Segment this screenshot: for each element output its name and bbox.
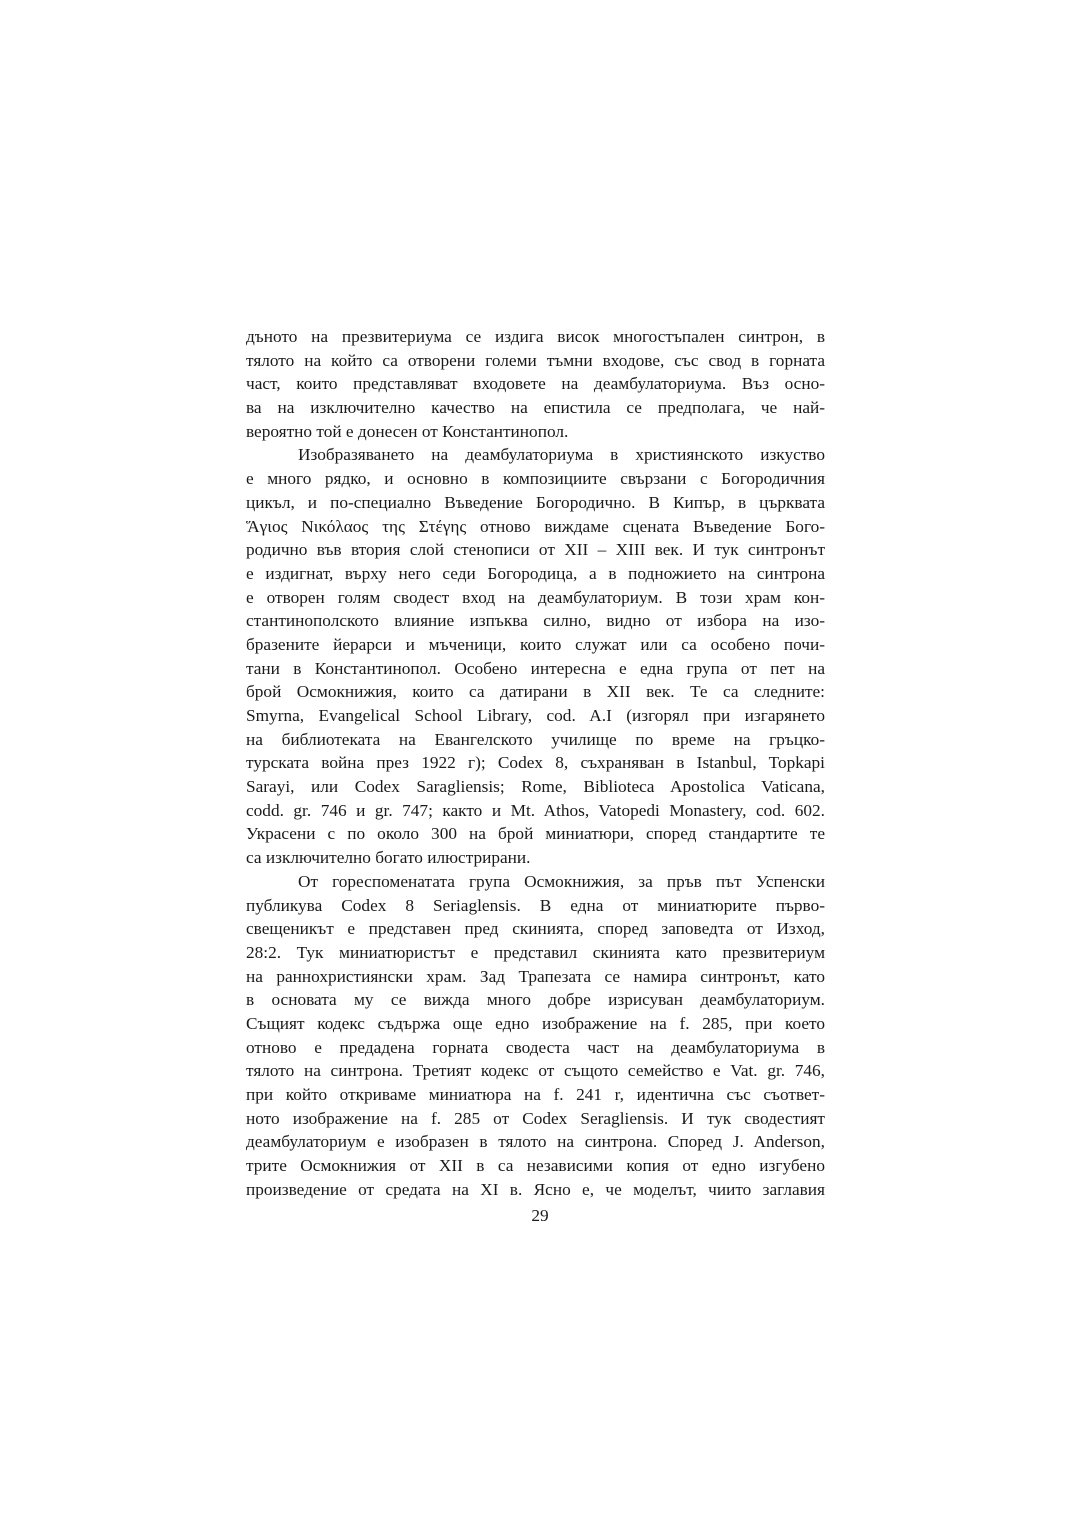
text-line: тани в Константинопол. Особено интересна е една група от пет на	[246, 658, 825, 678]
text-line: е отворен голям сводест вход на деамбулаториум. В този храм кон-	[246, 587, 825, 607]
text-line: свещеникът е представен пред скинията, според заповедта от Изход,	[246, 919, 825, 939]
text-line: дъното на презвитериума се издига висок многостъпален синтрон, в	[246, 327, 825, 346]
text-line: Sarayi, или Codex Saragliensis; Rome, Biblioteca Apostolica Vaticana,	[246, 777, 825, 797]
text-line: турската война през 1922 г); Codex 8, съхраняван в Istanbul, Topkapi	[246, 753, 825, 773]
text-line: Изобразяването на деамбулаториума в християнското изкуство	[298, 445, 825, 465]
text-line: тялото на който са отворени големи тъмни входове, със свод в горната	[246, 350, 825, 370]
text-line: на библиотеката на Евангелското училище по време на гръцко-	[246, 729, 825, 749]
text-line: вероятно той е донесен от Константинопол.	[246, 421, 569, 441]
text-line: брой Осмокнижия, които са датирани в XII век. Те са следните:	[246, 682, 825, 702]
text-line: Украсени с по около 300 на брой миниатюри, според стандартите те	[246, 824, 825, 844]
text-line: отново е предадена горната сводеста част на деамбулаториума в	[246, 1037, 825, 1057]
text-line: в основата му се вижда много добре изрисуван деамбулаториум.	[246, 990, 825, 1010]
text-line: Ἅγιος Νικόλαος της Στέγης отново виждаме сцената Въведение Бого-	[246, 516, 825, 536]
text-line: codd. gr. 746 и gr. 747; както и Mt. Athos, Vatopedi Monastery, cod. 602.	[246, 800, 825, 820]
text-line: ното изображение на f. 285 от Codex Seragliensis. И тук сводестият	[246, 1108, 825, 1128]
text-line: тялото на синтрона. Третият кодекс от същото семейство е Vat. gr. 746,	[246, 1061, 825, 1081]
page-number: 29	[531, 1206, 549, 1225]
text-line: цикъл, и по-специално Въведение Богородично. В Кипър, в църквата	[246, 492, 825, 512]
text-line: родично във втория слой стенописи от XII – XIII век. И тук синтронът	[246, 540, 825, 560]
text-line: част, които представляват входовете на деамбулаториума. Въз осно-	[246, 374, 825, 394]
body-text	[246, 325, 825, 1201]
text-line: 28:2. Тук миниатюристът е представил скинията като презвитериум	[246, 942, 825, 962]
text-line: стантинополското влияние изпъква силно, видно от избора на изо-	[246, 611, 825, 631]
text-line: бразените йерарси и мъченици, които служат или са особено почи-	[246, 634, 825, 654]
text-line: публикува Codex 8 Seriaglensis. В една от миниатюрите първо-	[246, 895, 825, 915]
text-line: От гореспоменатата група Осмокнижия, за пръв път Успенски	[298, 871, 825, 891]
text-line: ва на изключително качество на епистила се предполага, че най-	[246, 398, 825, 418]
text-line: на раннохристиянски храм. Зад Трапезата се намира синтронът, като	[246, 966, 825, 986]
text-line: са изключително богато илюстрирани.	[246, 848, 531, 868]
text-line: деамбулаториум е изобразен в тялото на синтрона. Според J. Anderson,	[246, 1132, 825, 1152]
text-line: е много рядко, и основно в композициите свързани с Богородичния	[246, 469, 825, 489]
text-line: трите Осмокнижия от XII в са независими копия от едно изгубено	[246, 1156, 825, 1176]
text-line: Същият кодекс съдържа още едно изображение на f. 285, при което	[246, 1013, 825, 1033]
text-line: при който откриваме миниатюра на f. 241 r, идентична със съответ-	[246, 1085, 825, 1104]
text-line: Smyrna, Evangelical School Library, cod. A.I (изгорял при изгарянето	[246, 706, 825, 725]
text-line: е издигнат, върху него седи Богородица, а в подножието на синтрона	[246, 563, 825, 583]
text-line: произведение от средата на XI в. Ясно е, че моделът, чиито заглавия	[246, 1179, 825, 1199]
